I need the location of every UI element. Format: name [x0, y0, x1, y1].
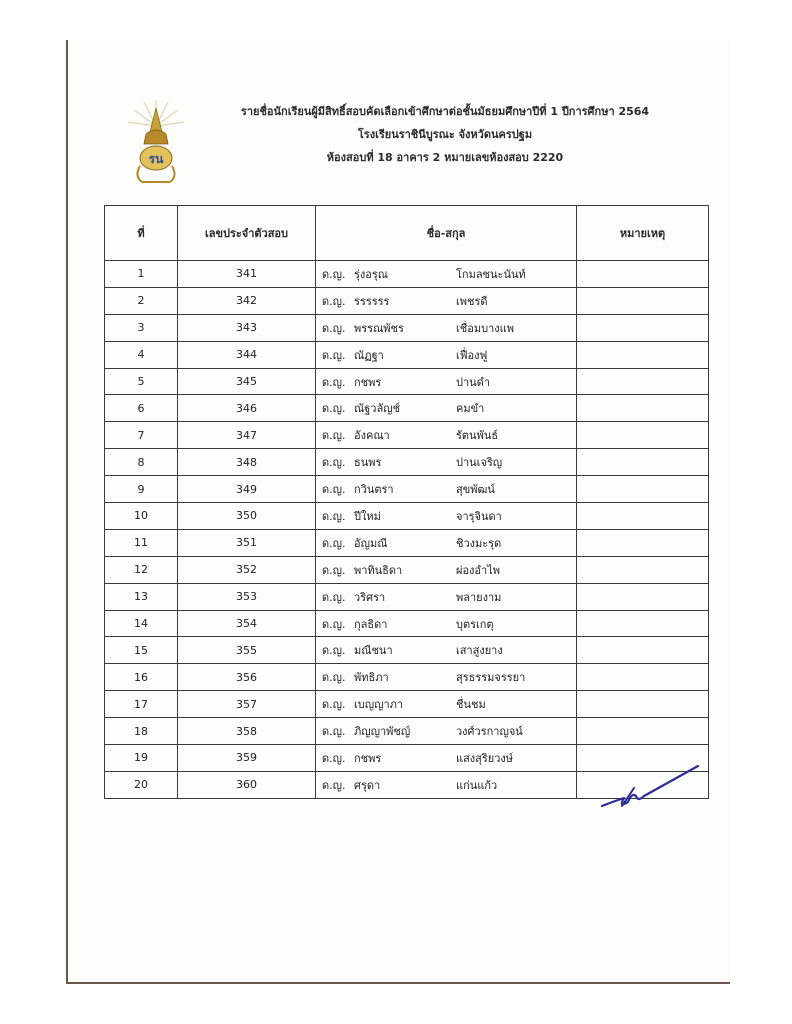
- exam-id: 344: [178, 341, 316, 368]
- first-name: อัญมณี: [354, 536, 388, 550]
- name-prefix: ด.ญ.: [322, 402, 346, 416]
- row-number: 17: [105, 691, 178, 718]
- last-name: เพชรดี: [456, 294, 488, 308]
- student-name: [316, 529, 577, 556]
- table-row: [105, 368, 709, 395]
- row-number: 3: [105, 314, 178, 341]
- first-name: รรรรรร: [354, 294, 390, 308]
- note-cell: [577, 583, 709, 610]
- row-number: 10: [105, 503, 178, 530]
- last-name: เสาสูงยาง: [456, 644, 503, 658]
- exam-id: 353: [178, 583, 316, 610]
- name-prefix: ด.ญ.: [322, 778, 346, 792]
- note-cell: [577, 664, 709, 691]
- header-school: โรงเรียนราชินีบูรณะ จังหวัดนครปฐม: [357, 128, 533, 141]
- row-number: 14: [105, 610, 178, 637]
- student-name: [316, 449, 577, 476]
- table-row: [105, 503, 709, 530]
- table-row: [105, 341, 709, 368]
- table-row: [105, 314, 709, 341]
- student-name: [316, 745, 577, 772]
- first-name: พรรณพัชร: [354, 321, 404, 335]
- table-row: [105, 637, 709, 664]
- student-name: [316, 503, 577, 530]
- note-cell: [577, 287, 709, 314]
- last-name: ผ่องอำไพ: [456, 563, 500, 577]
- table-row: [105, 664, 709, 691]
- first-name: ธนพร: [354, 456, 382, 470]
- row-number: 20: [105, 771, 178, 798]
- name-prefix: ด.ญ.: [322, 617, 346, 631]
- student-name: [316, 476, 577, 503]
- name-prefix: ด.ญ.: [322, 429, 346, 443]
- exam-id: 345: [178, 368, 316, 395]
- first-name: พัทธิภา: [354, 671, 389, 685]
- header-exam-room: ห้องสอบที่ 18 อาคาร 2 หมายเลขห้องสอบ 2220: [326, 151, 564, 164]
- row-number: 7: [105, 422, 178, 449]
- row-number: 1: [105, 261, 178, 288]
- row-number: 4: [105, 341, 178, 368]
- exam-id: 351: [178, 529, 316, 556]
- row-number: 16: [105, 664, 178, 691]
- row-number: 2: [105, 287, 178, 314]
- name-prefix: ด.ญ.: [322, 590, 346, 604]
- last-name: ปานเจริญ: [456, 456, 503, 470]
- name-prefix: ด.ญ.: [322, 375, 346, 389]
- last-name: โกมลชนะนันท์: [456, 267, 526, 281]
- student-name: [316, 422, 577, 449]
- note-cell: [577, 449, 709, 476]
- last-name: บุตรเกตุ: [456, 617, 494, 631]
- exam-id: 343: [178, 314, 316, 341]
- note-cell: [577, 261, 709, 288]
- first-name: ณัฏฐา: [354, 348, 384, 362]
- student-name: [316, 664, 577, 691]
- note-cell: [577, 476, 709, 503]
- exam-id: 354: [178, 610, 316, 637]
- document-header: [210, 100, 680, 169]
- student-name: [316, 287, 577, 314]
- note-cell: [577, 503, 709, 530]
- table-row: [105, 449, 709, 476]
- first-name: รุ่งอรุณ: [354, 267, 388, 281]
- table-row: [105, 422, 709, 449]
- student-name: [316, 341, 577, 368]
- name-prefix: ด.ญ.: [322, 483, 346, 497]
- last-name: สุขพัฒน์: [456, 483, 495, 497]
- column-header-exam-id: เลขประจำตัวสอบ: [178, 206, 316, 261]
- column-header-no: ที่: [105, 206, 178, 261]
- first-name: ภิญญาพัชญ์: [354, 725, 411, 739]
- note-cell: [577, 529, 709, 556]
- row-number: 6: [105, 395, 178, 422]
- name-prefix: ด.ญ.: [322, 456, 346, 470]
- row-number: 19: [105, 745, 178, 772]
- row-number: 9: [105, 476, 178, 503]
- last-name: ปานดำ: [456, 375, 490, 389]
- first-name: กุลธิดา: [354, 617, 388, 631]
- table-row: [105, 476, 709, 503]
- last-name: จารุจินดา: [456, 509, 502, 523]
- student-name: [316, 583, 577, 610]
- header-title: รายชื่อนักเรียนผู้มีสิทธิ์สอบคัดเลือกเข้าศึกษาต่อชั้นมัธยมศึกษาปีที่ 1 ปีการศึกษา 2564: [240, 105, 650, 118]
- table-row: [105, 610, 709, 637]
- table-row: [105, 718, 709, 745]
- table-row: [105, 583, 709, 610]
- note-cell: [577, 718, 709, 745]
- student-name: [316, 718, 577, 745]
- last-name: เชื่อมบางแพ: [456, 321, 514, 335]
- name-prefix: ด.ญ.: [322, 509, 346, 523]
- exam-id: 360: [178, 771, 316, 798]
- exam-id: 350: [178, 503, 316, 530]
- last-name: รัตนพันธ์: [456, 429, 499, 443]
- exam-id: 356: [178, 664, 316, 691]
- student-name: [316, 771, 577, 798]
- first-name: กวินตรา: [354, 483, 394, 497]
- name-prefix: ด.ญ.: [322, 698, 346, 712]
- student-name: [316, 637, 577, 664]
- student-name: [316, 395, 577, 422]
- exam-id: 359: [178, 745, 316, 772]
- table-row: [105, 395, 709, 422]
- table-row: [105, 556, 709, 583]
- student-name: [316, 691, 577, 718]
- first-name: ปีใหม่: [354, 509, 381, 523]
- name-prefix: ด.ญ.: [322, 294, 346, 308]
- last-name: แสงสุริยวงษ์: [456, 751, 514, 765]
- name-prefix: ด.ญ.: [322, 671, 346, 685]
- exam-id: 346: [178, 395, 316, 422]
- first-name: วริศรา: [354, 590, 386, 604]
- signature-icon: [598, 762, 702, 812]
- table-row: [105, 261, 709, 288]
- note-cell: [577, 368, 709, 395]
- last-name: ชิวงมะรุด: [456, 536, 502, 550]
- exam-id: 357: [178, 691, 316, 718]
- first-name: อังคณา: [354, 429, 390, 443]
- note-cell: [577, 610, 709, 637]
- last-name: คมขำ: [456, 402, 485, 416]
- name-prefix: ด.ญ.: [322, 725, 346, 739]
- exam-id: 358: [178, 718, 316, 745]
- first-name: กชพร: [354, 375, 382, 389]
- first-name: ณัฐวลัญช์: [354, 402, 401, 416]
- exam-id: 341: [178, 261, 316, 288]
- table-row: [105, 691, 709, 718]
- exam-id: 349: [178, 476, 316, 503]
- student-name: [316, 368, 577, 395]
- column-header-name: ชื่อ-สกุล: [316, 206, 577, 261]
- last-name: วงศ์วรกาญจน์: [456, 725, 523, 739]
- exam-roster-table: [104, 205, 709, 799]
- column-header-note: หมายเหตุ: [577, 206, 709, 261]
- table-row: [105, 529, 709, 556]
- row-number: 8: [105, 449, 178, 476]
- exam-id: 342: [178, 287, 316, 314]
- row-number: 11: [105, 529, 178, 556]
- note-cell: [577, 556, 709, 583]
- last-name: เฟื่องฟู: [456, 348, 488, 362]
- name-prefix: ด.ญ.: [322, 751, 346, 765]
- student-name: [316, 261, 577, 288]
- last-name: แก่นแก้ว: [456, 778, 498, 792]
- row-number: 5: [105, 368, 178, 395]
- row-number: 18: [105, 718, 178, 745]
- exam-id: 355: [178, 637, 316, 664]
- first-name: มณีชนา: [354, 644, 393, 658]
- name-prefix: ด.ญ.: [322, 563, 346, 577]
- last-name: พลายงาม: [456, 590, 502, 604]
- table-row: [105, 287, 709, 314]
- student-name: [316, 610, 577, 637]
- student-name: [316, 556, 577, 583]
- name-prefix: ด.ญ.: [322, 321, 346, 335]
- name-prefix: ด.ญ.: [322, 267, 346, 281]
- name-prefix: ด.ญ.: [322, 536, 346, 550]
- first-name: เบญญาภา: [354, 698, 404, 712]
- last-name: ชื่นชม: [456, 698, 486, 712]
- exam-id: 352: [178, 556, 316, 583]
- note-cell: [577, 637, 709, 664]
- note-cell: [577, 314, 709, 341]
- first-name: พาทินธิดา: [354, 563, 403, 577]
- exam-id: 347: [178, 422, 316, 449]
- last-name: สุรธรรมจรรยา: [456, 671, 526, 685]
- note-cell: [577, 691, 709, 718]
- row-number: 12: [105, 556, 178, 583]
- name-prefix: ด.ญ.: [322, 348, 346, 362]
- row-number: 13: [105, 583, 178, 610]
- student-name: [316, 314, 577, 341]
- first-name: ศรุดา: [354, 778, 381, 792]
- table-header-row: [105, 206, 709, 261]
- note-cell: [577, 422, 709, 449]
- exam-id: 348: [178, 449, 316, 476]
- note-cell: [577, 341, 709, 368]
- note-cell: [577, 395, 709, 422]
- school-emblem-icon: [124, 96, 188, 186]
- svg-text:รน: รน: [148, 152, 164, 166]
- name-prefix: ด.ญ.: [322, 644, 346, 658]
- table-body: [105, 261, 709, 799]
- row-number: 15: [105, 637, 178, 664]
- first-name: กชพร: [354, 751, 382, 765]
